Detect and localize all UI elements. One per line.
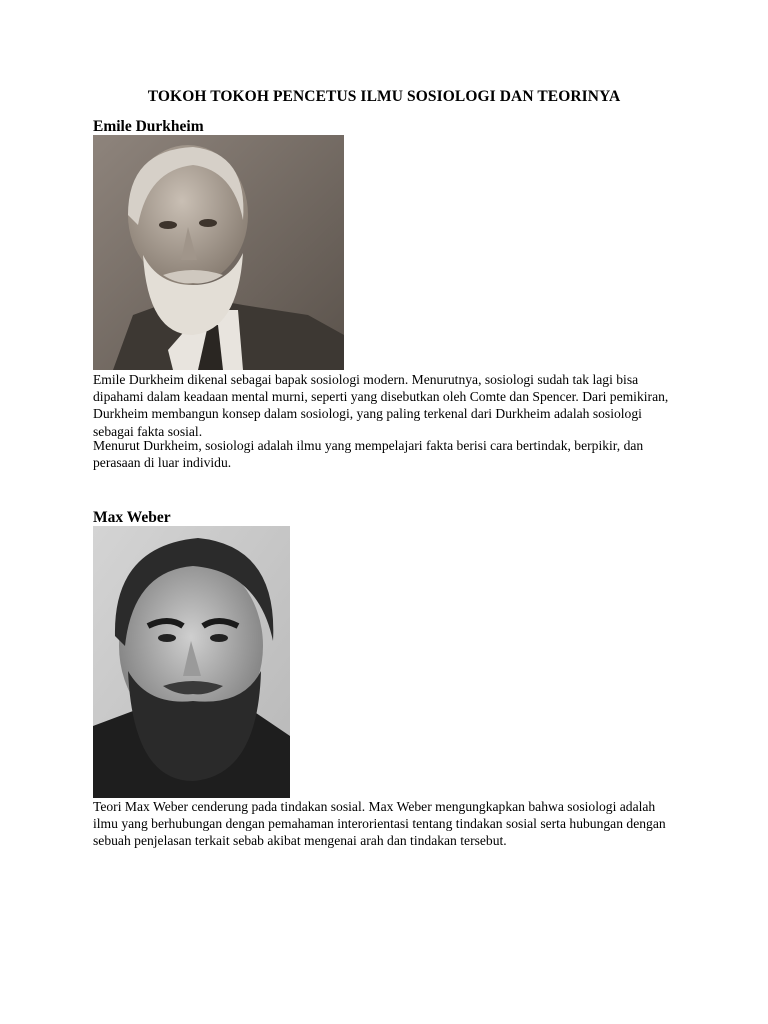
section-name-weber: Max Weber (93, 509, 171, 526)
portrait-weber-photo (93, 526, 290, 798)
portrait-durkheim-photo (93, 135, 344, 370)
paragraph-durkheim-2: Menurut Durkheim, sosiologi adalah ilmu yang mempelajari fakta berisi cara bertindak, berpikir, dan perasaan di luar individu. (93, 438, 644, 471)
paragraph-durkheim-1: Emile Durkheim dikenal sebagai bapak sosiologi modern. Menurutnya, sosiologi sudah tak lagi bisa dipahami dalam keadaan mental murni, seperti yang disebutkan oleh Comte dan Spencer. Dari pemikiran, Durkheim membangun konsep dalam sosiologi, yang paling terkenal dari Durkheim adalah sosiologi sebagai fakta sosial. (93, 372, 669, 439)
document-title: TOKOH TOKOH PENCETUS ILMU SOSIOLOGI DAN TEORINYA (147, 88, 621, 105)
paragraph-weber-1: Teori Max Weber cenderung pada tindakan sosial. Max Weber mengungkapkan bahwa sosiologi adalah ilmu yang berhubungan dengan pemahaman interorientasi tentang tindakan sosial serta hubungan dengan sebuah penjelasan terkait sebab akibat mengenai arah dan tindakan tersebut. (93, 799, 666, 849)
section-name-durkheim: Emile Durkheim (93, 118, 204, 135)
